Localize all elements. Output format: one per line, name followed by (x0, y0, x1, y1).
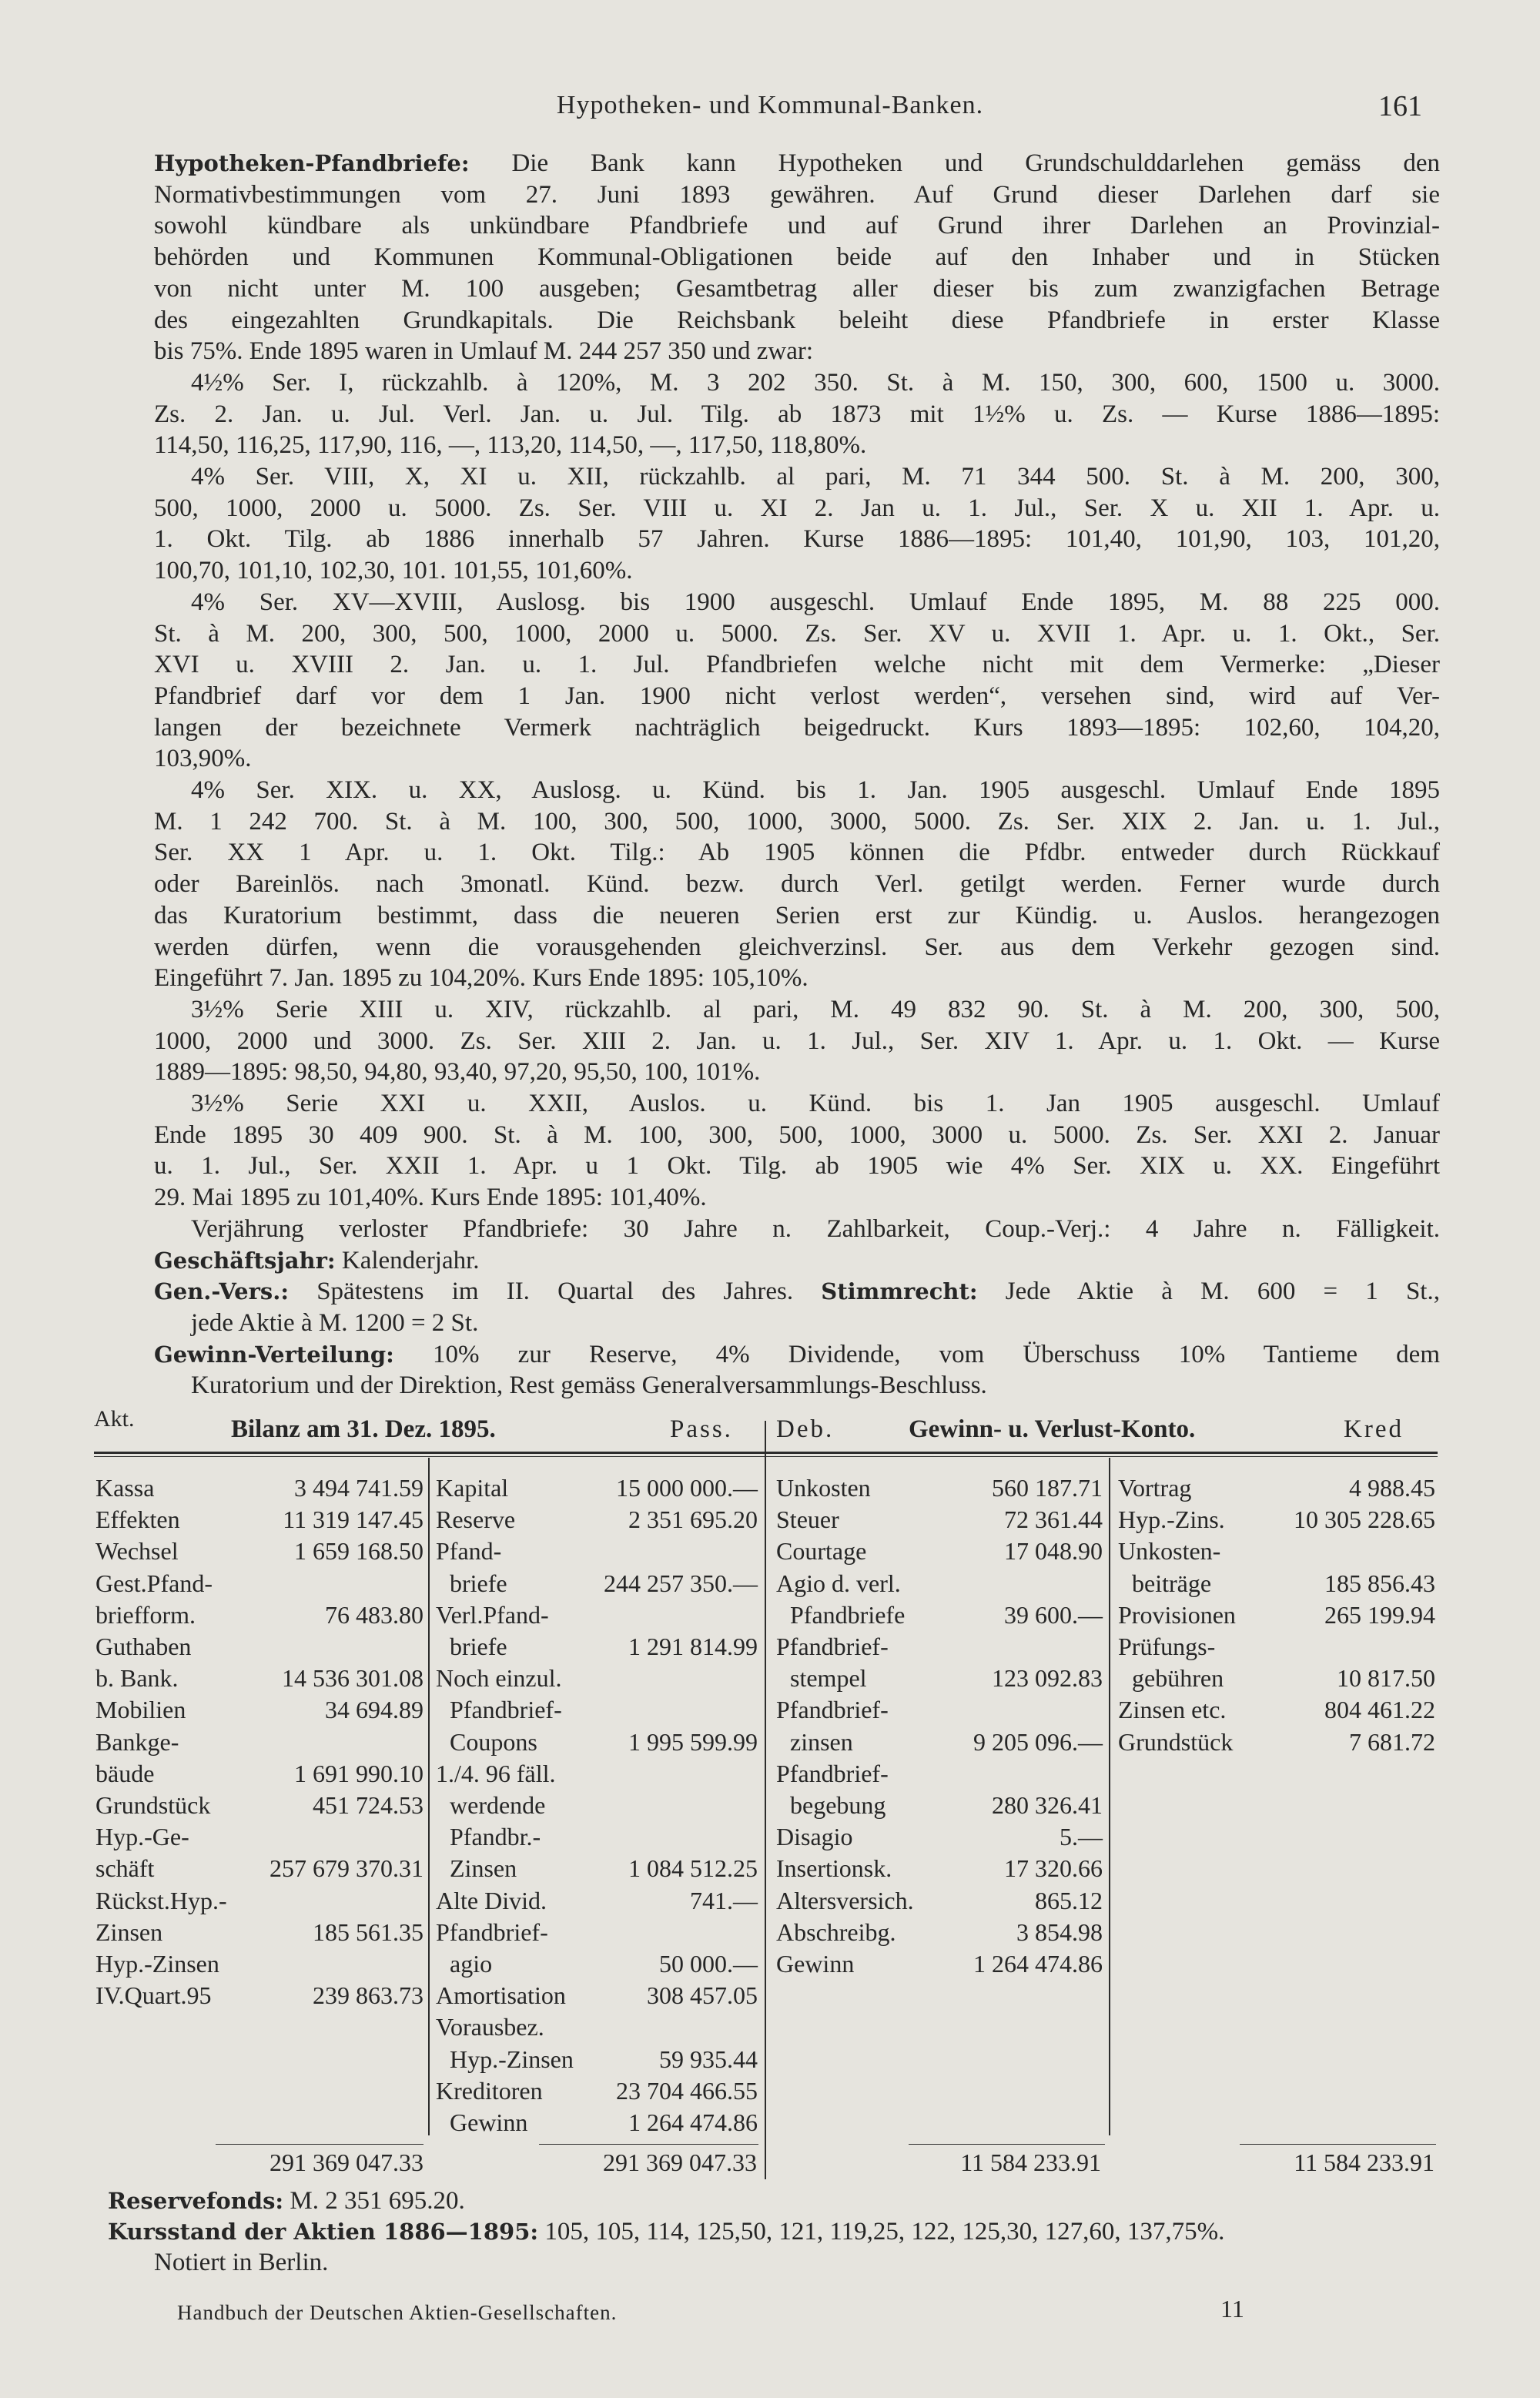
passiva-value: 1 291 814.99 (628, 1633, 758, 1660)
passiva-label: Amortisation (436, 1981, 566, 2010)
text-segment: behörden und Kommunen Kommunal-Obligationen beide auf den Inhaber und in Stücken (154, 243, 1440, 272)
bold-lead: Stimmrecht: (821, 1278, 978, 1305)
passiva-value: 23 704 466.55 (616, 2076, 758, 2105)
text-line (154, 242, 1440, 273)
passiva-label: briefe (450, 1633, 507, 1660)
text-line (154, 305, 1440, 337)
text-segment: bis 75%. Ende 1895 waren in Umlauf M. 244 257 350 und zwar: (154, 337, 814, 366)
passiva-label: Zinsen (450, 1854, 517, 1883)
text-line (154, 1182, 1440, 1214)
text-line (154, 1276, 1440, 1308)
aktiva-label: Wechsel (95, 1537, 179, 1566)
passiva-value: 2 351 695.20 (628, 1505, 758, 1534)
debit-label: Agio d. verl. (776, 1569, 901, 1597)
text-line (154, 524, 1440, 555)
text-segment: 1889—1895: 98,50, 94,80, 93,40, 97,20, 95,50, 100, 101%. (154, 1058, 761, 1087)
credit-label: Vortrag (1118, 1474, 1192, 1502)
passiva-label: 1./4. 96 fäll. (436, 1759, 556, 1787)
text-segment: Verjährung verloster Pfandbriefe: 30 Jahre n. Zahlbarkeit, Coup.-Verj.: 4 Jahre n. Fälligkeit. (191, 1214, 1440, 1243)
text-line (154, 1026, 1440, 1057)
passiva-label: Vorausbez. (436, 2013, 544, 2041)
column-divider (1109, 1458, 1110, 2135)
passiva-value: 1 995 599.99 (628, 1727, 758, 1756)
debit-value: 560 187.71 (992, 1474, 1103, 1502)
balance-title: Bilanz am 31. Dez. 1895. (231, 1415, 496, 1443)
aktiva-value: 451 724.53 (313, 1791, 424, 1819)
debit-value: 280 326.41 (992, 1791, 1103, 1819)
book-title: Handbuch der Deutschen Aktien-Gesellschaften. (177, 2301, 618, 2324)
bold-lead: Geschäftsjahr: (154, 1247, 336, 1274)
credit-value: 4 988.45 (1349, 1474, 1435, 1502)
text-segment: Spätestens im II. Quartal des Jahres. (289, 1278, 822, 1306)
debit-label: Insertionsk. (776, 1854, 892, 1883)
aktiva-label: Effekten (95, 1505, 180, 1534)
aktiva-label: schäft (95, 1854, 155, 1883)
credit-label: Zinsen etc. (1118, 1696, 1227, 1724)
debit-label: Pfandbrief- (776, 1696, 889, 1724)
text-segment: das Kuratorium bestimmt, dass die neueren Serien erst zur Kündig. u. Auslos. herangezogen (154, 901, 1440, 929)
text-segment: XVI u. XVIII 2. Jan. u. 1. Jul. Pfandbriefen welche nicht mit dem Vermerke: „Dieser (154, 651, 1440, 679)
text-segment: 4½% Ser. I, rückzahlb. à 120%, M. 3 202 350. St. à M. 150, 300, 600, 1500 u. 3000. (191, 368, 1440, 397)
aktiva-label: Hyp.-Ge- (95, 1823, 189, 1851)
text-segment: langen der bezeichnete Vermerk nachträglich beigedruckt. Kurs 1893—1895: 102,60, 104,20, (154, 713, 1440, 742)
text-line (154, 1245, 1440, 1277)
debit-label: Abschreibg. (776, 1917, 896, 1946)
text-segment: Ende 1895 30 409 900. St. à M. 100, 300, 500, 1000, 3000 u. 5000. Zs. Ser. XXI 2. Januar (154, 1120, 1440, 1149)
debit-label: Pfandbrief- (776, 1759, 889, 1787)
debit-value: 1 264 474.86 (973, 1950, 1103, 1978)
aktiva-label: Rückst.Hyp.- (95, 1886, 227, 1914)
text-segment: u. 1. Jul., Ser. XXII 1. Apr. u 1 Okt. Tilg. ab 1905 wie 4% Ser. XIX u. XX. Eingeführt (154, 1152, 1440, 1181)
debit-label: Altersversich. (776, 1886, 914, 1914)
text-line (191, 1214, 1440, 1245)
passiva-value: 308 457.05 (647, 1981, 758, 2010)
text-segment: oder Bareinlös. nach 3monatl. Künd. bezw. durch Verl. getilgt werden. Ferner wurde durch (154, 870, 1440, 899)
text-line (154, 179, 1440, 211)
aktiva-label: bäude (95, 1759, 155, 1787)
text-segment: 500, 1000, 2000 u. 5000. Zs. Ser. VIII u. XI 2. Jan u. 1. Jul., Ser. X u. XII 1. Apr. u. (154, 494, 1440, 522)
column-divider (428, 1458, 430, 2135)
credit-label: Unkosten- (1118, 1537, 1221, 1566)
pl-title: Gewinn- u. Verlust-Konto. (909, 1415, 1196, 1443)
aktiva-label: Gest.Pfand- (95, 1569, 213, 1597)
text-segment: jede Aktie à M. 1200 = 2 St. (191, 1308, 479, 1337)
aktiva-label: b. Bank. (95, 1664, 179, 1693)
credit-label: Grundstück (1118, 1727, 1234, 1756)
passiva-label: Alte Divid. (436, 1886, 547, 1914)
text-line (154, 806, 1440, 838)
debit-value: 72 361.44 (1004, 1505, 1103, 1534)
text-line (191, 587, 1440, 618)
passiva-label: agio (450, 1950, 493, 1978)
aktiva-label: Hyp.-Zinsen (95, 1950, 219, 1978)
passiva-label: Verl.Pfand- (436, 1600, 549, 1629)
reserve-text: M. 2 351 695.20. (283, 2187, 465, 2215)
text-segment: werden dürfen, wenn die vorausgehenden gleichverzinsl. Ser. aus dem Verkehr gezogen sind. (154, 933, 1440, 961)
text-segment: Eingeführt 7. Jan. 1895 zu 104,20%. Kurs Ende 1895: 105,10%. (154, 964, 808, 993)
passiva-label: Pfand- (436, 1537, 502, 1566)
running-head: Hypotheken- und Kommunal-Banken. (556, 91, 984, 119)
aktiva-label: IV.Quart.95 (95, 1981, 212, 2010)
text-segment: Kuratorium und der Direktion, Rest gemäss Generalversammlungs-Beschluss. (191, 1371, 987, 1400)
text-segment: M. 1 242 700. St. à M. 100, 300, 500, 1000, 3000, 5000. Zs. Ser. XIX 2. Jan. u. 1. Jul., (154, 807, 1440, 836)
text-segment: St. à M. 200, 300, 500, 1000, 2000 u. 5000. Zs. Ser. XV u. XVII 1. Apr. u. 1. Okt., Ser. (154, 619, 1440, 648)
passiva-value: 1 264 474.86 (628, 2108, 758, 2136)
text-line (154, 618, 1440, 650)
debit-value: 17 048.90 (1004, 1537, 1103, 1566)
aktiva-label: Mobilien (95, 1696, 186, 1724)
debit-value: 865.12 (1035, 1886, 1103, 1914)
text-line (154, 932, 1440, 963)
passiva-label: Noch einzul. (436, 1664, 562, 1693)
debit-label: Gewinn (776, 1950, 855, 1978)
text-segment: 3½% Serie XIII u. XIV, rückzahlb. al pari, M. 49 832 90. St. à M. 200, 300, 500, (191, 995, 1440, 1023)
aktiva-label: Akt. (94, 1406, 135, 1432)
credit-label: Kred (1344, 1415, 1404, 1443)
text-segment: 103,90%. (154, 745, 252, 773)
passiva-label: Kreditoren (436, 2076, 543, 2105)
debit-value: 9 205 096.— (973, 1727, 1103, 1756)
text-segment: von nicht unter M. 100 ausgeben; Gesamtbetrag aller dieser bis zum zwanzigfachen Betrage (154, 274, 1440, 303)
text-segment: 1000, 2000 und 3000. Zs. Ser. XIII 2. Jan. u. 1. Jul., Ser. XIV 1. Apr. u. 1. Okt. — Kurse (154, 1027, 1440, 1055)
text-line (154, 430, 1440, 461)
text-line (154, 210, 1440, 242)
text-line (154, 681, 1440, 712)
debit-label: zinsen (790, 1727, 853, 1756)
text-segment: Jede Aktie à M. 600 = 1 St., (977, 1278, 1440, 1306)
credit-value: 10 305 228.65 (1294, 1505, 1435, 1534)
text-segment: 114,50, 116,25, 117,90, 116, —, 113,20, 114,50, —, 117,50, 118,80%. (154, 431, 867, 460)
passiva-label: Pfandbr.- (450, 1823, 541, 1851)
credit-value: 10 817.50 (1337, 1664, 1435, 1693)
aktiva-label: briefform. (95, 1600, 196, 1629)
debit-label: Unkosten (776, 1474, 871, 1502)
total-aktiva: 291 369 047.33 (270, 2148, 424, 2176)
text-line (154, 743, 1440, 775)
aktiva-value: 34 694.89 (325, 1696, 424, 1724)
passiva-value: 244 257 350.— (604, 1569, 758, 1597)
text-line (154, 555, 1440, 587)
text-line (154, 1150, 1440, 1182)
text-line (154, 963, 1440, 994)
text-line (154, 837, 1440, 869)
aktiva-value: 257 679 370.31 (270, 1854, 424, 1883)
credit-value: 804 461.22 (1324, 1696, 1435, 1724)
debit-value: 123 092.83 (992, 1664, 1103, 1693)
debit-value: 5.— (1060, 1823, 1103, 1851)
debit-label: Pfandbrief- (776, 1633, 889, 1660)
total-debit: 11 584 233.91 (960, 2148, 1101, 2176)
credit-label: beiträge (1132, 1569, 1212, 1597)
passiva-label: Hyp.-Zinsen (450, 2045, 574, 2073)
text-segment: Zs. 2. Jan. u. Jul. Verl. Jan. u. Jul. Tilg. ab 1873 mit 1½% u. Zs. — Kurse 1886—1895: (154, 400, 1440, 428)
debit-label: Steuer (776, 1505, 839, 1534)
notiert-line: Notiert in Berlin. (154, 2249, 329, 2276)
bold-lead: Gewinn-Verteilung: (154, 1341, 394, 1368)
debit-value: 39 600.— (1004, 1600, 1103, 1629)
text-line (154, 649, 1440, 681)
text-line (191, 461, 1440, 493)
total-credit: 11 584 233.91 (1294, 2148, 1435, 2176)
debit-value: 3 854.98 (1016, 1917, 1103, 1946)
aktiva-label: Zinsen (95, 1917, 163, 1946)
text-line (154, 1339, 1440, 1371)
credit-label: gebühren (1132, 1664, 1224, 1693)
reserve-label: Reservefonds: (108, 2188, 284, 2214)
credit-value: 265 199.94 (1324, 1600, 1435, 1629)
total-rule (539, 2144, 758, 2145)
aktiva-value: 1 659 168.50 (294, 1537, 424, 1566)
text-line (154, 493, 1440, 524)
passiva-label: Kapital (436, 1474, 509, 1502)
passiva-label: Gewinn (450, 2108, 528, 2136)
text-segment: 4% Ser. XV—XVIII, Auslosg. bis 1900 ausgeschl. Umlauf Ende 1895, M. 88 225 000. (191, 588, 1440, 616)
passiva-label: Coupons (450, 1727, 537, 1756)
aktiva-value: 14 536 301.08 (282, 1664, 424, 1693)
signature-mark: 11 (1220, 2295, 1244, 2323)
credit-label: Prüfungs- (1118, 1633, 1216, 1660)
text-segment: des eingezahlten Grundkapitals. Die Reichsbank beleiht diese Pfandbriefe in erster Klasse (154, 306, 1440, 334)
aktiva-label: Kassa (95, 1474, 155, 1502)
text-line (191, 1088, 1440, 1120)
text-segment: Normativbestimmungen vom 27. Juni 1893 gewähren. Auf Grund dieser Darlehen darf sie (154, 180, 1440, 209)
aktiva-value: 76 483.80 (325, 1600, 424, 1629)
aktiva-value: 1 691 990.10 (294, 1759, 424, 1787)
passiva-value: 741.— (690, 1886, 758, 1914)
passiva-value: 15 000 000.— (616, 1474, 758, 1502)
passiva-value: 1 084 512.25 (628, 1854, 758, 1883)
aktiva-label: Grundstück (95, 1791, 211, 1819)
text-segment: 100,70, 101,10, 102,30, 101. 101,55, 101,60%. (154, 557, 633, 585)
text-segment: 4% Ser. VIII, X, XI u. XII, rückzahlb. al pari, M. 71 344 500. St. à M. 200, 300, (191, 463, 1440, 491)
debit-value: 17 320.66 (1004, 1854, 1103, 1883)
kurs-line (108, 2218, 1224, 2246)
text-line (154, 148, 1440, 179)
text-line (154, 712, 1440, 744)
text-line (154, 1120, 1440, 1151)
total-rule (909, 2144, 1105, 2145)
text-line (154, 273, 1440, 305)
aktiva-value: 185 561.35 (313, 1917, 424, 1946)
bold-lead: Hypotheken-Pfandbriefe: (154, 150, 470, 176)
aktiva-label: Bankge- (95, 1727, 179, 1756)
kurs-label: Kursstand der Aktien 1886—1895: (108, 2219, 539, 2245)
kurs-text: 105, 105, 114, 125,50, 121, 119,25, 122, 125,30, 127,60, 137,75%. (538, 2218, 1225, 2246)
reserve-line (108, 2187, 465, 2215)
text-line (191, 1308, 1440, 1339)
column-divider (765, 1421, 766, 2179)
text-segment: sowohl kündbare als unkündbare Pfandbriefe und auf Grund ihrer Darlehen an Provinzial- (154, 212, 1440, 240)
debit-label: Courtage (776, 1537, 867, 1566)
text-segment: 10% zur Reserve, 4% Dividende, vom Überschuss 10% Tantieme dem (393, 1340, 1440, 1368)
passiva-value: 50 000.— (659, 1950, 758, 1978)
passiva-label: werdende (450, 1791, 546, 1819)
text-segment: Kalenderjahr. (335, 1246, 480, 1274)
passiva-label: Pfandbrief- (436, 1917, 548, 1946)
text-line (191, 994, 1440, 1026)
text-segment: 1. Okt. Tilg. ab 1886 innerhalb 57 Jahren. Kurse 1886—1895: 101,40, 101,90, 103, 101,20, (154, 525, 1440, 554)
text-line (191, 1370, 1440, 1402)
aktiva-label: Guthaben (95, 1633, 192, 1660)
text-segment: Ser. XX 1 Apr. u. 1. Okt. Tilg.: Ab 1905 können die Pfdbr. entweder durch Rückkauf (154, 839, 1440, 867)
debit-label: stempel (790, 1664, 867, 1693)
debit-label: begebung (790, 1791, 886, 1819)
aktiva-value: 3 494 741.59 (294, 1474, 424, 1502)
text-line (154, 399, 1440, 430)
text-line (154, 1057, 1440, 1088)
credit-label: Provisionen (1118, 1600, 1236, 1629)
debit-label: Disagio (776, 1823, 853, 1851)
debit-label: Deb. (776, 1415, 835, 1443)
text-line (191, 775, 1440, 806)
aktiva-value: 11 319 147.45 (283, 1505, 424, 1534)
text-segment: 29. Mai 1895 zu 101,40%. Kurs Ende 1895: 101,40%. (154, 1184, 707, 1212)
debit-label: Pfandbriefe (790, 1600, 906, 1629)
passiva-value: 59 935.44 (659, 2045, 758, 2073)
text-line (154, 336, 1440, 367)
text-line (154, 900, 1440, 932)
text-segment: 3½% Serie XXI u. XXII, Auslos. u. Künd. bis 1. Jan 1905 ausgeschl. Umlauf (191, 1090, 1440, 1117)
passiva-label: Pfandbrief- (450, 1696, 562, 1724)
total-passiva: 291 369 047.33 (603, 2148, 757, 2176)
text-line (154, 869, 1440, 900)
bold-lead: Gen.-Vers.: (154, 1278, 290, 1305)
credit-value: 7 681.72 (1349, 1727, 1435, 1756)
text-segment: Die Bank kann Hypotheken und Grundschulddarlehen gemäss den (469, 149, 1440, 177)
aktiva-value: 239 863.73 (313, 1981, 424, 2010)
total-rule (216, 2144, 424, 2145)
text-segment: 4% Ser. XIX. u. XX, Auslosg. u. Künd. bis 1. Jan. 1905 ausgeschl. Umlauf Ende 1895 (191, 776, 1440, 804)
passiva-label: Pass. (670, 1415, 733, 1443)
credit-label: Hyp.-Zins. (1118, 1505, 1225, 1534)
credit-value: 185 856.43 (1324, 1569, 1435, 1597)
total-rule (1240, 2144, 1436, 2145)
passiva-label: Reserve (436, 1505, 516, 1534)
text-line (191, 367, 1440, 399)
passiva-label: briefe (450, 1569, 507, 1597)
text-segment: Pfandbrief darf vor dem 1 Jan. 1900 nicht verlost werden“, versehen sind, wird auf Ver- (154, 682, 1440, 710)
page-number: 161 (1378, 90, 1422, 122)
